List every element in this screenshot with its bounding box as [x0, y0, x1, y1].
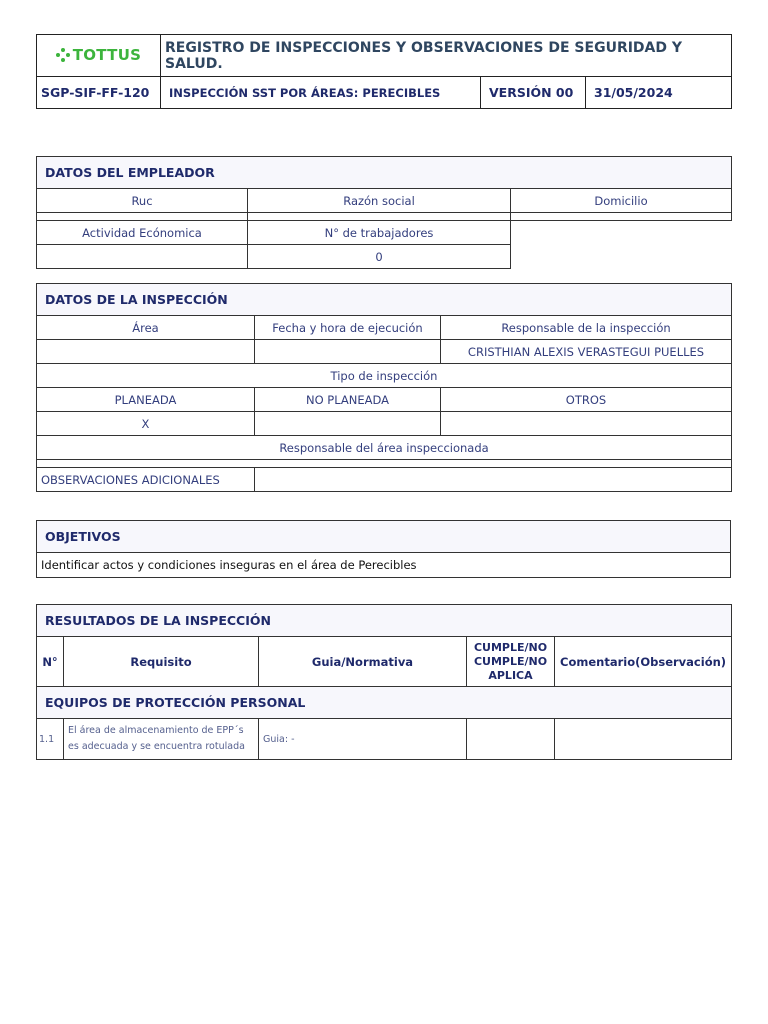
- trabajadores-label: N° de trabajadores: [248, 221, 511, 245]
- no-planeada-mark[interactable]: [255, 412, 441, 436]
- objetivos-title: OBJETIVOS: [37, 521, 731, 553]
- tipo-otros-label: OTROS: [441, 388, 732, 412]
- document-version: VERSIÓN 00: [481, 77, 586, 109]
- responsable-value[interactable]: CRISTHIAN ALEXIS VERASTEGUI PUELLES: [441, 340, 732, 364]
- row-guia: Guia: -: [259, 719, 467, 760]
- resultados-title: RESULTADOS DE LA INSPECCIÓN: [37, 605, 732, 637]
- objetivos-section: [36, 520, 731, 578]
- tipo-no-planeada-label: NO PLANEADA: [255, 388, 441, 412]
- razon-social-value[interactable]: [248, 213, 511, 221]
- inspeccion-title: DATOS DE LA INSPECCIÓN: [37, 284, 732, 316]
- actividad-label: Actividad Ecónomica: [37, 221, 248, 245]
- trabajadores-value[interactable]: 0: [248, 245, 511, 269]
- row-comentario[interactable]: [555, 719, 732, 760]
- observaciones-label: OBSERVACIONES ADICIONALES: [37, 468, 255, 492]
- document-title: REGISTRO DE INSPECCIONES Y OBSERVACIONES DE SEGURIDAD Y SALUD.: [161, 35, 732, 77]
- domicilio-value[interactable]: [511, 213, 732, 221]
- epp-group-title: EQUIPOS DE PROTECCIÓN PERSONAL: [37, 687, 732, 719]
- otros-mark[interactable]: [441, 412, 732, 436]
- ruc-value[interactable]: [37, 213, 248, 221]
- logo-text: TOTTUS: [72, 45, 142, 64]
- responsable-area-label: Responsable del área inspeccionada: [37, 436, 732, 460]
- document-subtitle: INSPECCIÓN SST POR ÁREAS: PERECIBLES: [161, 77, 481, 109]
- razon-social-label: Razón social: [248, 189, 511, 213]
- document-date: 31/05/2024: [586, 77, 732, 109]
- empleador-section: [36, 156, 731, 269]
- area-label: Área: [37, 316, 255, 340]
- empleador-title: DATOS DEL EMPLEADOR: [37, 157, 732, 189]
- area-value[interactable]: [37, 340, 255, 364]
- row-requisito: El área de almacenamiento de EPP´s es adecuada y se encuentra rotulada: [64, 719, 259, 760]
- fecha-value[interactable]: [255, 340, 441, 364]
- fecha-label: Fecha y hora de ejecución: [255, 316, 441, 340]
- observaciones-value[interactable]: [255, 468, 732, 492]
- responsable-label: Responsable de la inspección: [441, 316, 732, 340]
- col-cumple-header: CUMPLE/NO CUMPLE/NO APLICA: [467, 637, 555, 687]
- objetivos-text: Identificar actos y condiciones inseguras en el área de Perecibles: [37, 553, 731, 578]
- col-num-header: N°: [37, 637, 64, 687]
- actividad-value[interactable]: [37, 245, 248, 269]
- col-requisito-header: Requisito: [64, 637, 259, 687]
- resultados-section: [36, 604, 731, 760]
- row-cumple[interactable]: [467, 719, 555, 760]
- ruc-label: Ruc: [37, 189, 248, 213]
- logo-cell: [37, 35, 161, 77]
- responsable-area-value[interactable]: [37, 460, 732, 468]
- col-guia-header: Guia/Normativa: [259, 637, 467, 687]
- planeada-mark[interactable]: X: [37, 412, 255, 436]
- document-code: SGP-SIF-FF-120: [37, 77, 161, 109]
- tipo-planeada-label: PLANEADA: [37, 388, 255, 412]
- domicilio-label: Domicilio: [511, 189, 732, 213]
- col-comentario-header: Comentario(Observación): [555, 637, 732, 687]
- tipo-inspeccion-label: Tipo de inspección: [37, 364, 732, 388]
- document-header: [36, 34, 731, 109]
- table-row: [37, 719, 732, 760]
- row-num: 1.1: [37, 719, 64, 760]
- logo-dots-icon: [56, 48, 70, 62]
- inspeccion-section: [36, 283, 731, 492]
- tottus-logo: [56, 46, 142, 64]
